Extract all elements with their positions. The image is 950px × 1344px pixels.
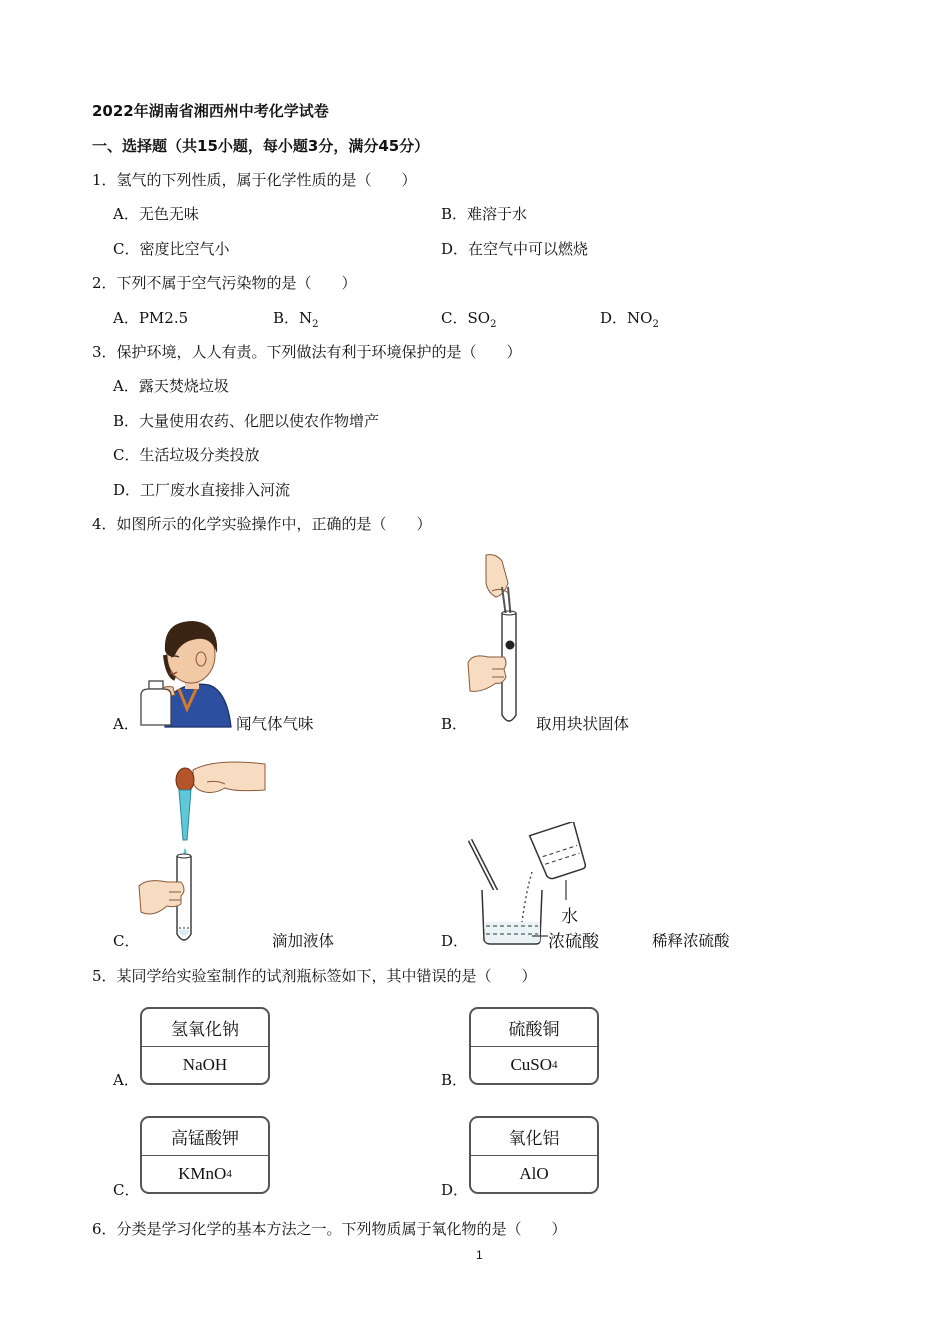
q1-option-b[interactable]: B．难溶于水 (441, 205, 528, 223)
adding-liquid-illustration (135, 758, 270, 948)
q2-stem: 2．下列不属于空气污染物的是（ ） (92, 274, 357, 292)
q4-option-b[interactable]: B． (441, 715, 468, 733)
taking-solid-illustration (462, 553, 542, 731)
q3-option-a[interactable]: A．露天焚烧垃圾 (113, 377, 229, 395)
q2-option-d[interactable] (600, 307, 659, 330)
q5-label-c-formula (142, 1156, 268, 1191)
q5-label-d-name: 氧化铝 (471, 1118, 597, 1156)
q5-label-c-formula-sub: 4 (226, 1167, 232, 1180)
q3-option-d[interactable]: D．工厂废水直接排入河流 (113, 481, 291, 499)
q2-option-d-sub: 2 (652, 319, 659, 330)
q4-d-acid-label: 浓硫酸 (548, 932, 599, 952)
q3-stem: 3．保护环境，人人有责。下列做法有利于环境保护的是（ ） (92, 343, 522, 361)
q5-stem: 5．某同学给实验室制作的试剂瓶标签如下，其中错误的是（ ） (92, 967, 537, 985)
page-number: 1 (476, 1248, 483, 1262)
q4-option-c[interactable]: C． (113, 932, 140, 950)
q1-option-a[interactable]: A．无色无味 (113, 205, 199, 223)
q5-label-b-formula-sub: 4 (552, 1058, 558, 1071)
q5-label-a-formula: NaOH (182, 1054, 228, 1074)
q5-label-d (469, 1116, 599, 1194)
q5-option-c[interactable]: C． (113, 1181, 140, 1199)
q2-option-c[interactable] (441, 307, 496, 330)
q2-option-c-text: C．SO (441, 309, 491, 327)
q5-label-a-name: 氢氧化钠 (142, 1009, 268, 1047)
q5-label-c-name: 高锰酸钾 (142, 1118, 268, 1156)
doc-title: 2022年湖南省湘西州中考化学试卷 (92, 102, 329, 120)
q4-option-d[interactable]: D． (441, 932, 469, 950)
q4-caption-c: 滴加液体 (272, 932, 335, 950)
q3-option-b[interactable]: B．大量使用农药、化肥以使农作物增产 (113, 412, 380, 430)
q4-caption-d: 稀释浓硫酸 (652, 932, 730, 950)
q6-stem: 6．分类是学习化学的基本方法之一。下列物质属于氧化物的是（ ） (92, 1220, 567, 1238)
q5-label-b-formula-main: CuSO (510, 1054, 553, 1074)
q5-option-b[interactable]: B． (441, 1071, 468, 1089)
q5-label-c (140, 1116, 270, 1194)
q5-label-c-formula-main: KMnO (178, 1163, 227, 1183)
q2-option-a[interactable] (113, 307, 188, 328)
q2-option-c-sub: 2 (490, 319, 497, 330)
q2-option-b-sub: 2 (312, 319, 319, 330)
q4-caption-a: 闻气体气味 (236, 715, 314, 733)
q4-stem: 4．如图所示的化学实验操作中，正确的是（ ） (92, 515, 432, 533)
q1-option-c[interactable]: C．密度比空气小 (113, 240, 230, 258)
q2-option-b-text: B．N (273, 309, 313, 327)
q2-option-d-text: D．NO (600, 309, 653, 327)
q5-label-b (469, 1007, 599, 1085)
q5-label-b-name: 硫酸铜 (471, 1009, 597, 1047)
q2-option-a-text: A．PM2.5 (113, 309, 189, 327)
section-heading: 一、选择题（共15小题，每小题3分，满分45分） (92, 137, 430, 155)
q5-label-b-formula (471, 1047, 597, 1082)
q4-d-water-label: 水 (561, 907, 578, 927)
q5-option-d[interactable]: D． (441, 1181, 469, 1199)
q5-label-a (140, 1007, 270, 1085)
q4-caption-b: 取用块状固体 (536, 715, 630, 733)
q3-option-c[interactable]: C．生活垃圾分类投放 (113, 446, 260, 464)
q5-option-a[interactable]: A． (113, 1071, 139, 1089)
smelling-gas-illustration (135, 615, 235, 730)
q1-option-d[interactable]: D．在空气中可以燃烧 (441, 240, 589, 258)
q2-option-b[interactable] (273, 307, 319, 330)
q4-option-a[interactable]: A． (113, 715, 139, 733)
q5-label-d-formula: AlO (519, 1163, 549, 1183)
q1-stem: 1．氢气的下列性质，属于化学性质的是（ ） (92, 171, 417, 189)
